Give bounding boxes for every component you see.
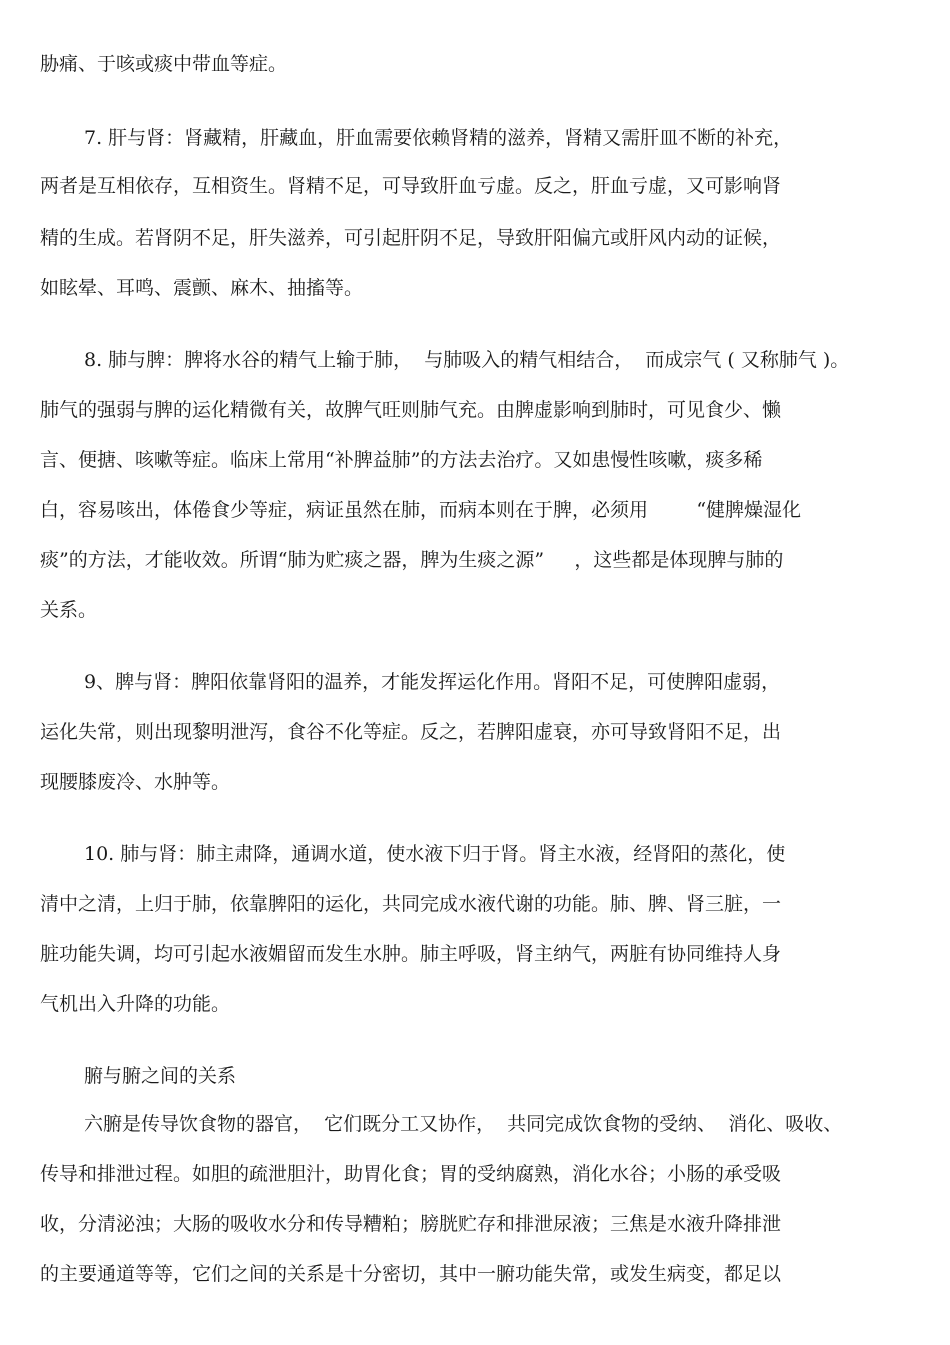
paragraph-8-line: 8. 肺与脾：脾将水谷的精气上输于肺， 与肺吸入的精气相结合， 而成宗气 ( 又称肺气 )。: [84, 349, 850, 371]
paragraph-line: 六腑是传导饮食物的器官， 它们既分工又协作， 共同完成饮食物的受纳、 消化、吸收、: [84, 1113, 843, 1135]
paragraph-7-line: 7. 肝与肾：肾藏精，肝藏血，肝血需要依赖肾精的滋养，肾精又需肝皿不断的补充，: [84, 127, 793, 149]
text-line: 现腰膝废冷、水肿等。: [40, 771, 231, 793]
text-line: 精的生成。若肾阴不足，肝失滋养，可引起肝阴不足，导致肝阳偏亢或肝风内动的证候，: [40, 227, 782, 249]
text-line: 关系。: [40, 599, 98, 621]
paragraph-10-line: 10. 肺与肾：肺主肃降，通调水道，使水液下归于肾。肾主水液，经肾阳的蒸化，使: [84, 843, 786, 865]
section-heading: 腑与腑之间的关系: [84, 1065, 237, 1087]
paragraph-9-line: 9、脾与肾：脾阳依靠肾阳的温养，才能发挥运化作用。肾阳不足，可使脾阳虚弱，: [84, 671, 781, 693]
text-line: 痰”的方法，才能收效。所谓“肺为贮痰之器，脾为生痰之源” ，这些都是体现脾与肺的: [40, 549, 784, 571]
text-line: 两者是互相依存，互相资生。肾精不足，可导致肝血亏虚。反之，肝血亏虚，又可影响肾: [40, 175, 782, 197]
text-line: 如眩晕、耳鸣、震颤、麻木、抽搐等。: [40, 277, 364, 299]
text-line: 胁痛、于咳或痰中带血等症。: [40, 53, 288, 75]
text-line: 肺气的强弱与脾的运化精微有关，故脾气旺则肺气充。由脾虚影响到肺时，可见食少、懒: [40, 399, 782, 421]
text-line: 言、便搪、咳嗽等症。临床上常用“补脾益肺”的方法去治疗。又如患慢性咳嗽，痰多稀: [40, 449, 763, 471]
text-line: 白，容易咳出，体倦食少等症，病证虽然在肺，而病本则在于脾，必须用 “健脾燥湿化: [40, 499, 802, 521]
text-line: 脏功能失调，均可引起水液媚留而发生水肿。肺主呼吸，肾主纳气，两脏有协同维持人身: [40, 943, 782, 965]
text-line: 传导和排泄过程。如胆的疏泄胆汁，助胃化食；胃的受纳腐熟，消化水谷；小肠的承受吸: [40, 1163, 782, 1185]
text-line: 气机出入升降的功能。: [40, 993, 231, 1015]
text-line: 收，分清泌浊；大肠的吸收水分和传导糟粕；膀胱贮存和排泄尿液；三焦是水液升降排泄: [40, 1213, 782, 1235]
text-line: 运化失常，则出现黎明泄泻，食谷不化等症。反之，若脾阳虚衰，亦可导致肾阳不足，出: [40, 721, 782, 743]
text-line: 的主要通道等等，它们之间的关系是十分密切，其中一腑功能失常，或发生病变，都足以: [40, 1263, 782, 1285]
text-line: 清中之清，上归于肺，依靠脾阳的运化，共同完成水液代谢的功能。肺、脾、肾三脏，一: [40, 893, 782, 915]
